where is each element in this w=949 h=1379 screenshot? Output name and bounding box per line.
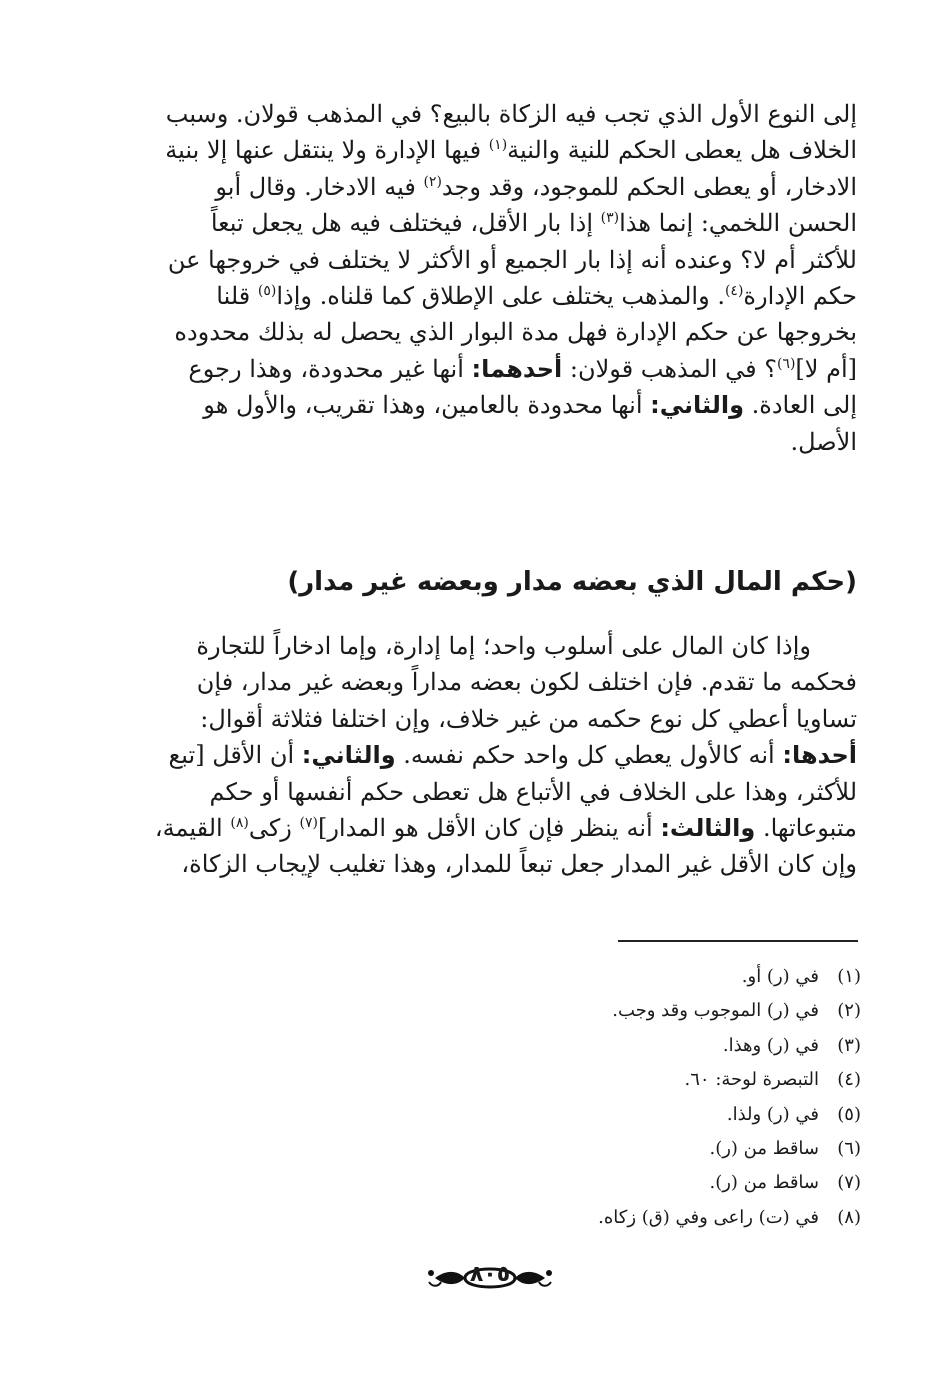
body-paragraph-2 xyxy=(90,628,857,883)
text-line: للأكثر، وهذا على الخلاف في الأتباع هل تعطى حكم أنفسها أو حكم xyxy=(209,777,857,806)
footnote-text: التبصرة لوحة: ٦٠. xyxy=(684,1069,819,1091)
footnote-item xyxy=(161,1063,861,1097)
footnotes-list xyxy=(161,960,861,1235)
footnote-number: (٧) xyxy=(837,1172,861,1194)
text-line: إلى النوع الأول الذي تجب فيه الزكاة بالبيع؟ في المذهب قولان. وسبب xyxy=(165,100,857,128)
footnote-marker: (٣) xyxy=(600,210,620,227)
keyword: والثالث: xyxy=(660,814,756,843)
text-line: حكم الإدارة$^{(٤)}$. والمذهب يختلف على الإطلاق كما قلناه. وإذا$^{(٥)}$ قلنا xyxy=(216,282,857,311)
footnote-item xyxy=(161,960,861,994)
text-line: الادخار، أو يعطى الحكم للموجود، وقد وجد$^{(٢)}$ فيه الادخار. وقال أبو xyxy=(215,172,857,201)
footnote-number: (٦) xyxy=(837,1138,861,1160)
footnote-number: (١) xyxy=(837,966,861,987)
text-line: إلى العادة. والثاني: أنها محدودة بالعامين، وهذا تقريب، والأول هو xyxy=(203,391,857,420)
keyword: والثاني: xyxy=(650,391,744,420)
footnote-marker: (٤) xyxy=(724,283,744,300)
footnote-item xyxy=(161,1166,861,1200)
footnote-number: (٨) xyxy=(837,1206,861,1228)
footnote-number: (٥) xyxy=(837,1103,861,1125)
footnote-marker: (١) xyxy=(488,137,508,154)
keyword: أحدها: xyxy=(782,741,857,770)
page-number-ornament xyxy=(425,1258,555,1298)
text-line: وإذا كان المال على أسلوب واحد؛ إما إدارة، وإما ادخاراً للتجارة xyxy=(196,632,811,660)
footnote-item xyxy=(161,1098,861,1132)
footnote-number: (٣) xyxy=(837,1034,861,1056)
text-line: الحسن اللخمي: إنما هذا$^{(٣)}$ إذا بار الأقل، فيختلف فيه هل يجعل تبعاً xyxy=(210,209,857,238)
text-line: بخروجها عن حكم الإدارة فهل مدة البوار الذي يحصل له بذلك محدوده xyxy=(174,318,857,347)
footnote-text: في (ر) الموجوب وقد وجب. xyxy=(612,1000,819,1022)
footnote-marker: (٢) xyxy=(423,173,442,190)
footnote-number: (٢) xyxy=(837,1000,861,1022)
footnote-separator xyxy=(618,940,858,942)
footnote-item xyxy=(161,994,861,1028)
footnote-marker: (٥) xyxy=(257,283,277,300)
footnote-item xyxy=(161,1132,861,1166)
footnote-item xyxy=(161,1201,861,1235)
footnote-item xyxy=(161,1029,861,1063)
text-line: متبوعاتها. والثالث: أنه ينظر فإن كان الأقل هو المدار]$^{(٧)}$ زكى$^{(٨)}$ القيمة، xyxy=(154,814,857,843)
footnote-text: ساقط من (ر). xyxy=(709,1172,819,1194)
footnote-marker: (٦) xyxy=(776,355,796,372)
keyword: والثاني: xyxy=(301,741,396,770)
text-line: للأكثر أم لا؟ وعنده أنه إذا بار الجميع أو الأكثر لا يختلف في خروجها عن xyxy=(167,245,857,274)
text-line: فحكمه ما تقدم. فإن اختلف لكون بعضه مداراً وبعضه غير مدار، فإن xyxy=(196,668,857,697)
section-heading: (حكم المال الذي بعضه مدار وبعضه غير مدار) xyxy=(287,567,857,597)
footnote-text: ساقط من (ر). xyxy=(709,1138,819,1160)
body-paragraph-1 xyxy=(90,96,857,460)
footnote-text: في (ت) راعى وفي (ق) زكاه. xyxy=(598,1206,819,1228)
text-line: وإن كان الأقل غير المدار جعل تبعاً للمدار، وهذا تغليب لإيجاب الزكاة، xyxy=(181,850,857,879)
page-number: ٨٠٥ xyxy=(469,1262,511,1287)
footnote-marker: (٧) xyxy=(299,815,318,832)
footnote-marker: (٨) xyxy=(230,815,249,832)
keyword: أحدهما: xyxy=(471,354,563,383)
footnote-text: في (ر) ولذا. xyxy=(726,1103,819,1125)
text-line: الأصل. xyxy=(790,427,857,456)
text-line: أحدها: أنه كالأول يعطي كل واحد حكم نفسه. والثاني: أن الأقل [تبع xyxy=(168,741,857,770)
footnote-number: (٤) xyxy=(837,1069,861,1091)
footnote-text: في (ر) أو. xyxy=(741,966,819,987)
text-line: [أم لا]$^{(٦)}$؟ في المذهب قولان: أحدهما: أنها غير محدودة، وهذا رجوع xyxy=(188,354,857,383)
text-line: تساويا أعطي كل نوع حكمه من غير خلاف، وإن اختلفا فثلاثة أقوال: xyxy=(200,704,857,733)
footnote-text: في (ر) وهذا. xyxy=(722,1034,819,1056)
text-line: الخلاف هل يعطى الحكم للنية والنية$^{(١)}$ فيها الإدارة ولا ينتقل عنها إلا بنية xyxy=(165,136,857,165)
